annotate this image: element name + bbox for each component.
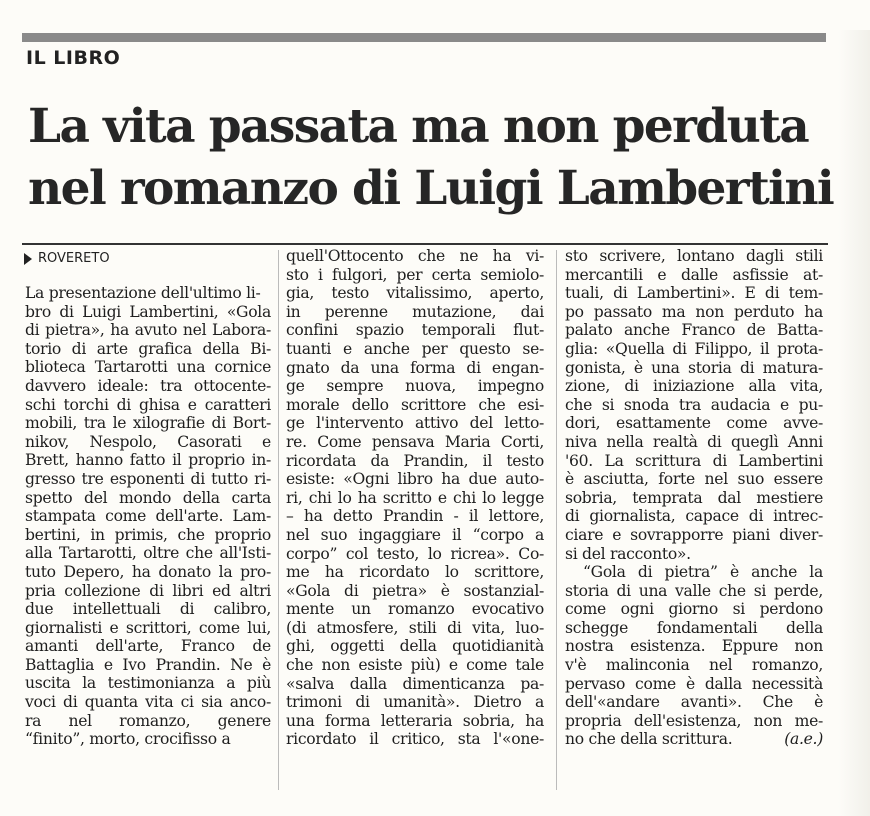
headline-line-2: nel romanzo di Luigi Lambertini xyxy=(28,161,834,216)
text-line: pria collezione di libri ed altri xyxy=(25,581,271,600)
text-line-content: no che della scrittura. xyxy=(565,730,733,749)
text-line: – ha detto Prandin - il lettore, xyxy=(286,507,544,526)
text-line: in perenne mutazione, dai xyxy=(286,302,544,321)
triangle-bullet-icon xyxy=(24,253,32,265)
text-line: gresso tre esponenti di tutto ri- xyxy=(25,469,271,488)
headline-line-1: La vita passata ma non perduta xyxy=(28,99,809,154)
text-line: voci di quanta vita ci sia anco- xyxy=(25,693,271,712)
text-line: ciare e sovrapporre piani diver- xyxy=(565,525,823,544)
text-line: ge l'intervento attivo del letto- xyxy=(286,414,544,433)
text-line: mobili, tra le xilografie di Bort- xyxy=(25,414,271,433)
text-line: dell'«andare avanti». Che è xyxy=(565,693,823,712)
text-line: Brett, hanno fatto il proprio in- xyxy=(25,451,271,470)
text-line: è asciutta, forte nel suo essere xyxy=(565,470,823,489)
text-line: che si snoda tra audacia e pu- xyxy=(565,395,823,414)
text-line: tuanti e anche per questo se- xyxy=(286,339,544,358)
text-line: ricordata da Prandin, il testo xyxy=(286,451,544,470)
column-divider xyxy=(556,250,557,790)
text-line: bertini, in primis, che proprio xyxy=(25,525,271,544)
headline xyxy=(28,96,834,220)
text-line: mercantili e dalle asfissie at- xyxy=(565,265,823,284)
text-line: sto i fulgori, per certa semiolo- xyxy=(286,265,544,284)
text-line: me ha ricordato lo scrittore, xyxy=(286,563,544,582)
column-divider xyxy=(278,250,279,790)
text-line: una forma letteraria sobria, ha xyxy=(286,711,544,730)
text-line: corpo” col testo, lo ricrea». Co- xyxy=(286,544,544,563)
section-label: IL LIBRO xyxy=(26,47,121,69)
text-line: pervaso come è dalla necessità xyxy=(565,674,823,693)
text-line: alla Tartarotti, oltre che all'Isti- xyxy=(25,544,271,563)
text-line: ri, chi lo ha scritto e chi lo legge xyxy=(286,488,544,507)
text-line: tuto Depero, ha donato la pro- xyxy=(25,562,271,581)
headline-rule xyxy=(22,243,828,245)
text-line: trimoni di umanità». Dietro a xyxy=(286,693,544,712)
dateline xyxy=(24,251,110,266)
text-line: po passato ma non perduto ha xyxy=(565,302,823,321)
author-signature: (a.e.) xyxy=(784,730,823,749)
page-margin xyxy=(838,30,870,816)
text-line: dori, esattamente come avve- xyxy=(565,414,823,433)
text-line: gnato da una forma di engan- xyxy=(286,358,544,377)
text-line: Battaglia e Ivo Prandin. Ne è xyxy=(25,655,271,674)
text-line: nostra esistenza. Eppure non xyxy=(565,637,823,656)
text-line: gia, testo vitalissimo, aperto, xyxy=(286,284,544,303)
article-column-1 xyxy=(25,284,271,749)
text-line: (di atmosfere, stili di vita, luo- xyxy=(286,618,544,637)
text-line: due intellettuali di calibro, xyxy=(25,600,271,619)
text-line: davvero ideale: tra ottocente- xyxy=(25,376,271,395)
text-line: uscita la testimonianza a più xyxy=(25,674,271,693)
text-line: stampata come dell'arte. Lam- xyxy=(25,507,271,526)
text-line: zione, di iniziazione alla vita, xyxy=(565,377,823,396)
text-line: giornalisti e scrittori, come lui, xyxy=(25,618,271,637)
text-line: ghi, oggetti della quotidianità xyxy=(286,637,544,656)
text-line: re. Come pensava Maria Corti, xyxy=(286,432,544,451)
text-line: gonista, è una storia di matura- xyxy=(565,358,823,377)
text-line: ricordato il critico, sta l'«one- xyxy=(286,730,544,749)
text-line: nikov, Nespolo, Casorati e xyxy=(25,432,271,451)
text-line: di pietra», ha avuto nel Labora- xyxy=(25,321,271,340)
text-line: tuali, di Lambertini». E di tem- xyxy=(565,284,823,303)
text-line: come ogni giorno si perdono xyxy=(565,600,823,619)
text-line: spetto del mondo della carta xyxy=(25,488,271,507)
text-line: “finito”, morto, crocifisso a xyxy=(25,730,231,749)
text-line xyxy=(565,730,823,749)
article-column-3 xyxy=(565,247,823,749)
text-line: “Gola di pietra” è anche la xyxy=(583,563,823,582)
text-line: si del racconto». xyxy=(565,544,691,563)
article-column-2 xyxy=(286,247,544,749)
text-line: mente un romanzo evocativo xyxy=(286,600,544,619)
text-line: confini spazio temporali flut- xyxy=(286,321,544,340)
text-line: blioteca Tartarotti una cornice xyxy=(25,358,271,377)
text-line: ra nel romanzo, genere xyxy=(25,711,271,730)
text-line: sto scrivere, lontano dagli stili xyxy=(565,247,823,265)
text-line: esiste: «Ogni libro ha due auto- xyxy=(286,470,544,489)
text-line: «salva dalla dimenticanza pa- xyxy=(286,674,544,693)
text-line: di giornalista, capace di intrec- xyxy=(565,507,823,526)
text-line: «Gola di pietra» è sostanzial- xyxy=(286,581,544,600)
text-line: sobria, temprata dal mestiere xyxy=(565,488,823,507)
text-line: storia di una valle che si perde, xyxy=(565,581,823,600)
text-line: propria dell'esistenza, non me- xyxy=(565,711,823,730)
text-line: ge sempre nuova, impegno xyxy=(286,377,544,396)
top-rule xyxy=(22,33,826,42)
text-line: glia: «Quella di Filippo, il prota- xyxy=(565,339,823,358)
text-line: v'è malinconia nel romanzo, xyxy=(565,656,823,675)
text-line: amanti dell'arte, Franco de xyxy=(25,637,271,656)
text-line: nel suo ingaggiare il “corpo a xyxy=(286,525,544,544)
text-line: schegge fondamentali della xyxy=(565,618,823,637)
text-line: che non esiste più) e come tale xyxy=(286,656,544,675)
text-line: palato anche Franco de Batta- xyxy=(565,321,823,340)
text-line: morale dello scrittore che esi- xyxy=(286,395,544,414)
text-line: '60. La scrittura di Lambertini xyxy=(565,451,823,470)
text-line: schi torchi di ghisa e caratteri xyxy=(25,395,271,414)
text-line: quell'Ottocento che ne ha vi- xyxy=(286,247,544,265)
text-line: torio di arte grafica della Bi- xyxy=(25,339,271,358)
text-line: niva nella realtà di queglì Anni xyxy=(565,432,823,451)
dateline-text: ROVERETO xyxy=(38,251,110,266)
text-line: La presentazione dell'ultimo li- xyxy=(25,284,261,302)
text-line: bro di Luigi Lambertini, «Gola xyxy=(25,302,271,321)
